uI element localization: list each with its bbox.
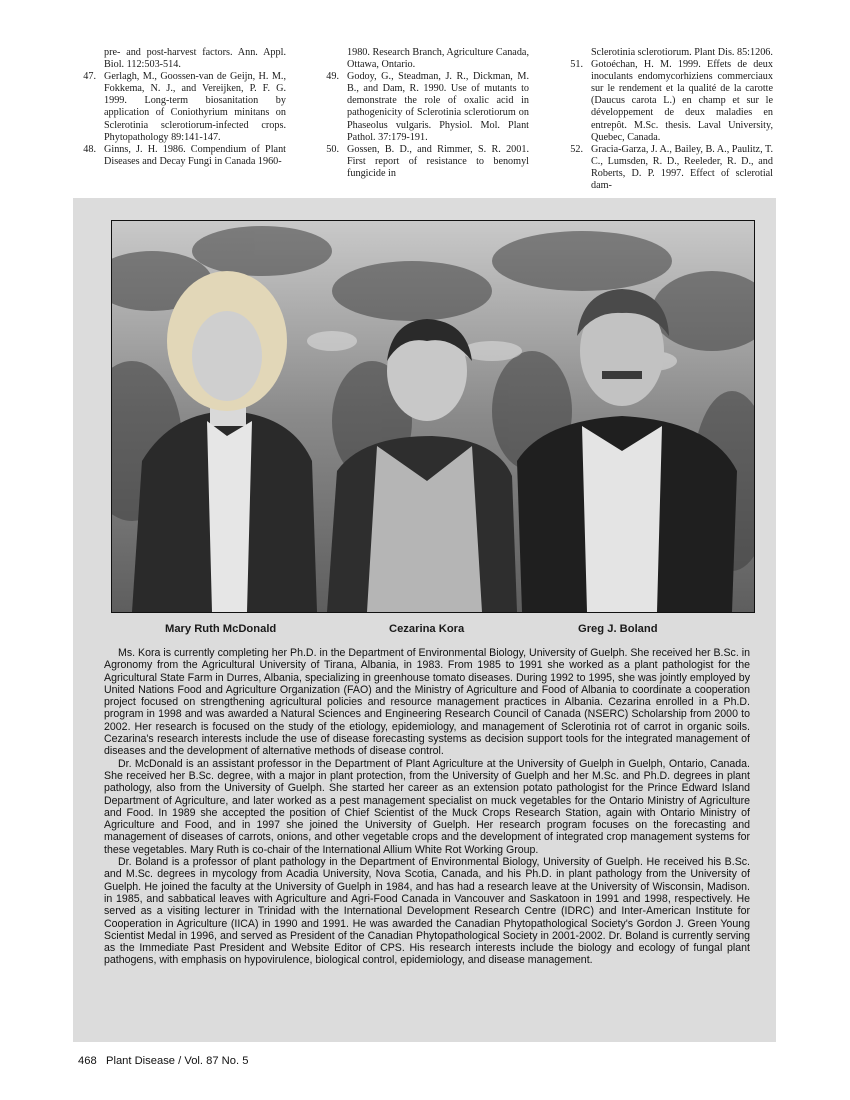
reference-entry: 49. Godoy, G., Steadman, J. R., Dickman, M. B., and Dam, R. 1990. Use of mutants to demonstrate the role of oxalic acid in pathogenicity of Sclerotinia sclerotiorum on Phaseolus vulgaris. Physiol. Mol. Plant Pathol. 37:179-191. [326, 71, 529, 143]
bio-mcdonald: Dr. McDonald is an assistant professor in the Department of Plant Agriculture at the University of Guelph in Guelph, Ontario, Canada. She received her B.Sc. degree, with a major in plant protection, from the University of Guelph and her M.Sc. and Ph.D. degrees in plant pathology, also from the University of Guelph. She started her career as an extension potato pathologist for the Prince Edward Island Department of Agriculture, and later worked as a pest management specialist on muck vegetables for the Ontario Ministry of Agriculture and Food. In 1989 she accepted the position of Chief Scientist of the Muck Crops Research Station, again with Ontario Ministry of Agriculture and Food, and in 1997 she joined the University of Guelph. Her research program focuses on the forecasting and management of diseases of carrots, onions, and other vegetable crops and the development of integrated crop management systems for these vegetables. Mary Ruth is co-chair of the International Allium White Rot Working Group. [104, 757, 750, 856]
reference-entry: 47. Gerlagh, M., Goossen-van de Geijn, H. M., Fokkema, N. J., and Vereijken, P. F. G. 1999. Long-term biosanitation by application of Coniothyrium minitans on Sclerotinia sclerotiorum-infected crops. Phytopathology 89:141-147. [83, 71, 286, 143]
reference-entry: 50. Gossen, B. D., and Rimmer, S. R. 2001. First report of resistance to benomyl fungicide in [326, 143, 529, 179]
caption-mcdonald: Mary Ruth McDonald [165, 623, 277, 635]
author-biographies [104, 647, 750, 967]
reference-column-3 [565, 47, 773, 192]
reference-entry: 51. Gotoéchan, H. M. 1999. Effets de deux inoculants endomycorhiziens commerciaux sur le rendement et la qualité de la carotte (Daucus carota L.) en champ et sur le développement de deux maladies en entrepôt. M.Sc. thesis. Laval University, Quebec, Canada. [570, 59, 773, 143]
author-bio-box [73, 198, 776, 1042]
page-number: 468 [78, 1055, 97, 1067]
reference-column-1 [78, 47, 286, 168]
author-photo [111, 220, 755, 613]
journal-citation: Plant Disease / Vol. 87 No. 5 [106, 1055, 249, 1067]
author-photo-illustration [112, 221, 754, 612]
caption-boland: Greg J. Boland [578, 623, 658, 635]
references-section [78, 47, 774, 192]
reference-column-2 [321, 47, 529, 180]
reference-entry: 52. Gracia-Garza, J. A., Bailey, B. A., Paulitz, T. C., Lumsden, R. D., Reeleder, R. D., and Roberts, D. P. 1997. Effect of sclerotial dam- [570, 143, 774, 192]
caption-kora: Cezarina Kora [389, 623, 465, 635]
reference-entry: 48. Ginns, J. H. 1986. Compendium of Plant Diseases and Decay Fungi in Canada 1960- [83, 143, 286, 167]
page-footer [78, 1055, 248, 1067]
bio-boland: Dr. Boland is a professor of plant pathology in the Department of Environmental Biology, University of Guelph. He received his B.Sc. and M.Sc. degrees in mycology from Acadia University, Nova Scotia, Canada, and his Ph.D. in plant pathology from the University of Guelph. He joined the faculty at the University of Guelph in 1984, and has had a research leave at the University of Wisconsin, Madison. in 1985, and sabbatical leaves with Agriculture and Agri-Food Canada in Vancouver and Saskatoon in 1991 and 1998, respectively. He served as a visiting lecturer in Trinidad with the International Development Research Centre (IDRC) and Inter-American Institute for Cooperation in Agriculture (IICA) in 1990 and 1991. He was awarded the Canadian Phytopathological Society's Gordon J. Green Young Scientist Medal in 1996, and served as President of the Canadian Phytopathological Society in 2001-2002. Dr. Boland is currently serving as the Immediate Past President and Website Editor of CPS. His research interests include the biology and ecology of fungal plant pathogens, with emphasis on hypovirulence, biological control, epidemiology, and disease management. [104, 856, 750, 967]
reference-entry: 1980. Research Branch, Agriculture Canada, Ottawa, Ontario. [347, 47, 529, 71]
bio-kora: Ms. Kora is currently completing her Ph.D. in the Department of Environmental Biology, University of Guelph. She received her B.Sc. in Agronomy from the Agricultural University of Tirana, Albania, in 1983. From 1985 to 1991 she worked as a plant pathologist for the Agricultural State Farm in Durres, Albania, specializing in greenhouse tomato diseases. During 1992 to 1995, she was jointly employed by United Nations Food and Agriculture Organization (FAO) and the Ministry of Agriculture and Food of Albania to coordinate a cooperation project focused on strengthening agricultural policies and resource management practices in Albania. Cezarina enrolled in a Ph.D. program in 1998 and was awarded a Natural Sciences and Engineering Research Council of Canada (NSERC) Scholarship from 2000 to 2002. Her research is focused on the study of the etiology, epidemiology, and management of Sclerotinia rot of carrot in organic soils. Cezarina's research interests include the use of disease forecasting systems as decision support tools for the integrated management of diseases and the development of alternative methods of disease control. [104, 647, 750, 758]
reference-entry: pre- and post-harvest factors. Ann. Appl. Biol. 112:503-514. [104, 47, 286, 71]
reference-entry: Sclerotinia sclerotiorum. Plant Dis. 85:1206. [591, 47, 773, 58]
